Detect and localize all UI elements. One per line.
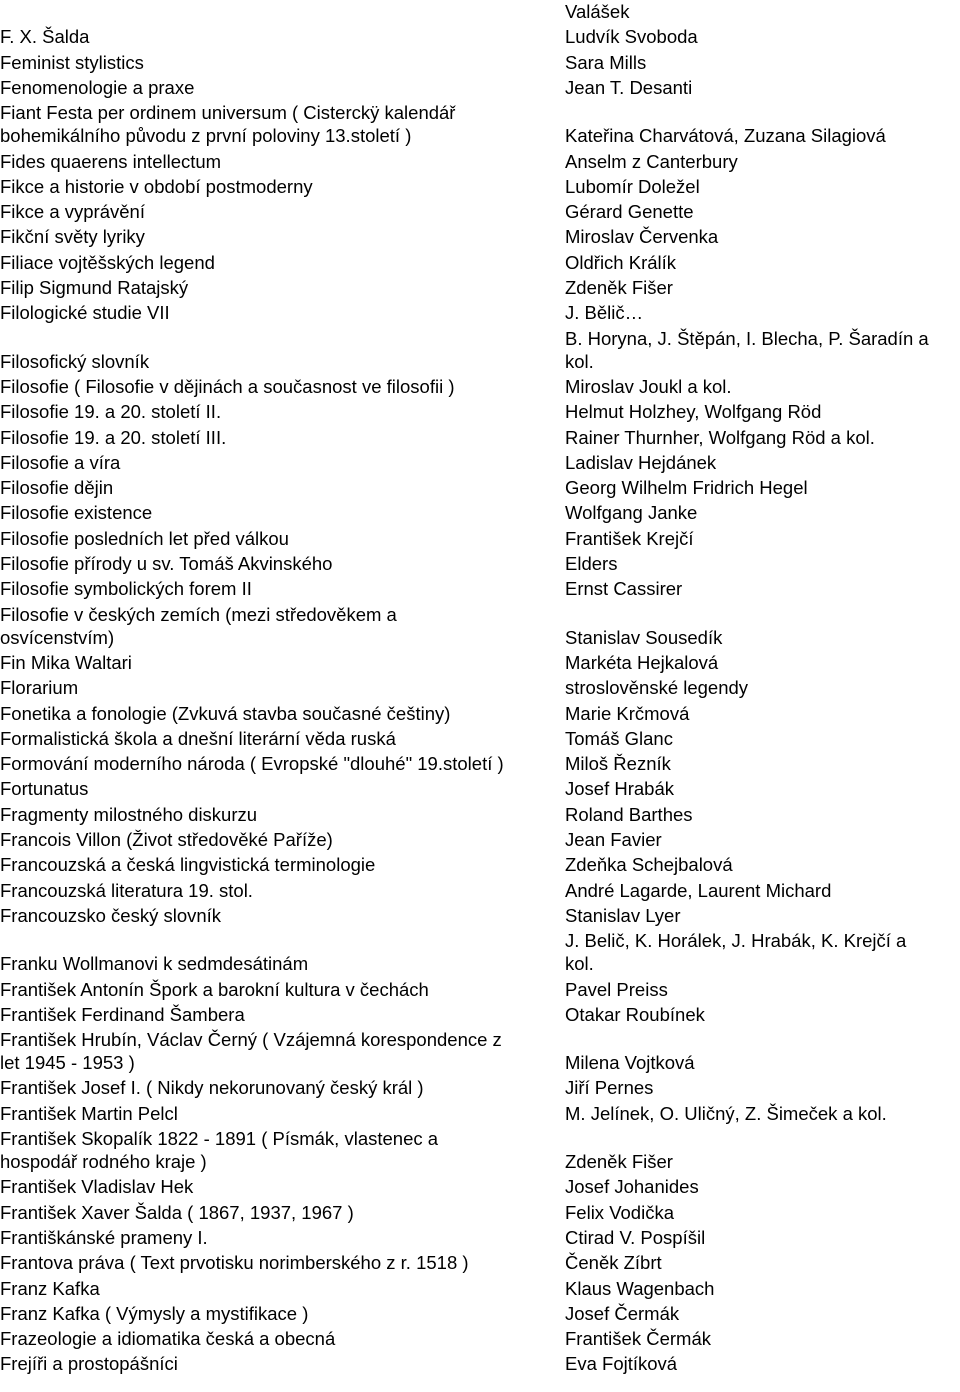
- book-author: [565, 879, 831, 902]
- book-author: [565, 727, 673, 750]
- title-line: Frantova práva ( Text prvotisku norimberského z r. 1518 ): [0, 1252, 469, 1274]
- book-author: [565, 501, 697, 524]
- author-line: M. Jelínek, O. Uličný, Z. Šimeček a kol.: [565, 1102, 887, 1124]
- title-line: Florarium: [0, 677, 79, 699]
- author-line: Helmut Holzhey, Wolfgang Röd: [565, 401, 822, 423]
- book-title: [0, 1226, 208, 1249]
- book-author: [565, 25, 698, 48]
- author-line: Čeněk Zíbrt: [565, 1252, 662, 1274]
- author-line: Sara Mills: [565, 51, 647, 73]
- author-line: kol.: [565, 953, 594, 975]
- book-author: [565, 552, 617, 575]
- book-author: [565, 327, 929, 373]
- author-line: J. Bělič…: [565, 302, 644, 324]
- title-line: Feminist stylistics: [0, 51, 144, 73]
- author-line: Stanislav Lyer: [565, 904, 681, 926]
- book-title: [0, 1251, 469, 1274]
- author-line: Roland Barthes: [565, 803, 693, 825]
- book-author: [565, 904, 681, 927]
- title-line: let 1945 - 1953 ): [0, 1052, 135, 1074]
- title-line: František Skopalík 1822 - 1891 ( Písmák, vlastenec a: [0, 1128, 439, 1149]
- author-line: André Lagarde, Laurent Michard: [565, 879, 832, 901]
- title-line: František Vladislav Hek: [0, 1176, 194, 1198]
- title-line: František Josef I. ( Nikdy nekorunovaný český král ): [0, 1077, 424, 1099]
- title-line: Fiant Festa per ordinem universum ( Cisterckÿ kalendář: [0, 102, 456, 124]
- book-title: [0, 727, 396, 750]
- book-title: [0, 451, 120, 474]
- title-line: Filip Sigmund Ratajský: [0, 277, 189, 298]
- book-author: [565, 803, 693, 826]
- author-line: Elders: [565, 553, 618, 574]
- book-title: [0, 828, 333, 851]
- book-title: [0, 1327, 335, 1350]
- author-line: František Krejčí: [565, 527, 694, 549]
- title-line: Fikční světy lyriky: [0, 226, 145, 248]
- title-line: Filosofie a víra: [0, 451, 121, 473]
- book-author: [565, 175, 700, 198]
- title-line: Filosofie 19. a 20. století III.: [0, 426, 227, 448]
- author-line: Valášek: [565, 1, 630, 22]
- title-line: Fin Mika Waltari: [0, 651, 132, 673]
- book-author: [565, 1201, 674, 1224]
- title-line: František Antonín Špork a barokní kultura v čechách: [0, 978, 429, 1000]
- book-title: [0, 1127, 438, 1173]
- book-author: [565, 251, 676, 274]
- book-title: [0, 301, 170, 324]
- title-line: Filosofie symbolických forem II: [0, 578, 252, 600]
- book-title: [0, 400, 221, 423]
- book-author: [565, 651, 718, 674]
- title-line: Fortunatus: [0, 778, 89, 800]
- author-line: Pavel Preiss: [565, 978, 668, 1000]
- title-line: Franz Kafka: [0, 1277, 100, 1299]
- book-title: [0, 1175, 193, 1198]
- book-author: [565, 577, 682, 600]
- book-author: [565, 1302, 679, 1325]
- book-title: [0, 651, 132, 674]
- author-line: Wolfgang Janke: [565, 502, 698, 524]
- author-line: Ladislav Hejdánek: [565, 451, 717, 473]
- book-title: [0, 150, 221, 173]
- book-author: [565, 400, 821, 423]
- author-line: Lubomír Doležel: [565, 175, 700, 197]
- title-line: František Hrubín, Václav Černý ( Vzájemná korespondence z: [0, 1029, 502, 1051]
- book-title: [0, 426, 226, 449]
- title-line: Filosofie přírody u sv. Tomáš Akvinského: [0, 553, 333, 574]
- author-line: Milena Vojtková: [565, 1052, 695, 1074]
- book-title: [0, 577, 252, 600]
- title-line: Filosofie dějin: [0, 477, 114, 499]
- book-author: [565, 1102, 887, 1125]
- author-line: Tomáš Glanc: [565, 727, 673, 749]
- book-author: [565, 853, 733, 876]
- book-title: [0, 676, 78, 699]
- book-title: [0, 879, 253, 902]
- book-author: [565, 752, 671, 775]
- book-author: [565, 426, 875, 449]
- author-line: Zdeněk Fišer: [565, 277, 673, 298]
- book-title: [0, 225, 145, 248]
- title-line: Francouzsko český slovník: [0, 904, 222, 926]
- book-author: [565, 375, 732, 398]
- title-line: Fides quaerens intellectum: [0, 150, 222, 172]
- author-line: Marie Krčmová: [565, 702, 690, 724]
- author-line: Zdeněk Fišer: [565, 1151, 673, 1172]
- title-line: hospodář rodného kraje ): [0, 1151, 207, 1172]
- title-line: Formalistická škola a dnešní literární věda ruská: [0, 727, 396, 749]
- book-author: [565, 1150, 673, 1173]
- author-line: Georg Wilhelm Fridrich Hegel: [565, 477, 808, 499]
- author-line: Josef Hrabák: [565, 778, 674, 800]
- title-line: Františkánské prameny I.: [0, 1226, 208, 1248]
- author-line: Markéta Hejkalová: [565, 651, 719, 673]
- author-line: Miroslav Joukl a kol.: [565, 375, 732, 397]
- book-author: [565, 702, 689, 725]
- book-author: [565, 301, 643, 324]
- title-line: Franz Kafka ( Výmysly a mystifikace ): [0, 1302, 309, 1324]
- book-title: [0, 1201, 354, 1224]
- book-author: [565, 527, 694, 550]
- book-title: [0, 276, 188, 299]
- book-author: [565, 276, 673, 299]
- author-line: Miloš Řezník: [565, 753, 671, 775]
- book-author: [565, 451, 716, 474]
- book-author: [565, 1226, 705, 1249]
- author-line: kol.: [565, 350, 594, 372]
- book-author: [565, 828, 662, 851]
- title-line: osvícenstvím): [0, 626, 115, 648]
- book-author: [565, 0, 629, 23]
- author-line: Miroslav Červenka: [565, 226, 719, 248]
- book-title: [0, 952, 308, 975]
- title-line: Fikce a historie v období postmoderny: [0, 175, 313, 197]
- title-line: Fenomenologie a praxe: [0, 76, 195, 98]
- author-line: Gérard Genette: [565, 201, 694, 223]
- book-title: [0, 1277, 100, 1300]
- book-title: [0, 1003, 245, 1026]
- author-line: J. Belič, K. Horálek, J. Hrabák, K. Krejčí a: [565, 930, 907, 952]
- author-line: Felix Vodička: [565, 1201, 674, 1223]
- book-author: [565, 476, 808, 499]
- title-line: František Xaver Šalda ( 1867, 1937, 1967 ): [0, 1201, 354, 1223]
- author-line: Kateřina Charvátová, Zuzana Silagiová: [565, 125, 886, 147]
- book-author: [565, 1352, 677, 1375]
- title-line: Francouzská literatura 19. stol.: [0, 879, 253, 901]
- book-title: [0, 552, 332, 575]
- author-line: Ludvík Svoboda: [565, 26, 698, 48]
- book-author: [565, 1327, 711, 1350]
- title-line: František Martin Pelcl: [0, 1102, 178, 1124]
- book-title: [0, 501, 152, 524]
- book-title: [0, 752, 504, 775]
- title-line: Francouzská a česká lingvistická terminologie: [0, 854, 376, 876]
- book-title: [0, 101, 455, 147]
- author-line: Jiří Pernes: [565, 1077, 654, 1099]
- book-author: [565, 1003, 705, 1026]
- book-author: [565, 1175, 699, 1198]
- author-line: Klaus Wagenbach: [565, 1277, 715, 1299]
- book-title: [0, 251, 215, 274]
- book-author: [565, 1051, 695, 1074]
- book-author: [565, 76, 692, 99]
- book-author: [565, 777, 674, 800]
- book-title: [0, 175, 313, 198]
- author-line: Oldřich Králík: [565, 251, 677, 273]
- title-line: Filosofie posledních let před válkou: [0, 527, 289, 549]
- book-title: [0, 803, 257, 826]
- book-author: [565, 124, 886, 147]
- book-title: [0, 375, 454, 398]
- title-line: Filologické studie VII: [0, 302, 170, 324]
- author-line: Ernst Cassirer: [565, 578, 683, 600]
- book-title: [0, 978, 429, 1001]
- book-title: [0, 1352, 178, 1375]
- book-author: [565, 626, 722, 649]
- author-line: Eva Fojtíková: [565, 1353, 678, 1375]
- book-title: [0, 1102, 178, 1125]
- author-line: Zdeňka Schejbalová: [565, 854, 733, 876]
- title-line: Filosofie v českých zemích (mezi středověkem a: [0, 603, 397, 625]
- author-line: Rainer Thurnher, Wolfgang Röd a kol.: [565, 426, 875, 448]
- book-title: [0, 200, 145, 223]
- title-line: František Ferdinand Šambera: [0, 1003, 245, 1025]
- book-title: [0, 1028, 502, 1074]
- book-author: [565, 929, 906, 975]
- author-line: František Čermák: [565, 1328, 711, 1350]
- book-title: [0, 603, 397, 649]
- author-line: stroslověnské legendy: [565, 677, 749, 699]
- book-title: [0, 1302, 308, 1325]
- author-line: Josef Johanides: [565, 1176, 699, 1198]
- author-line: Jean Favier: [565, 829, 662, 850]
- book-author: [565, 51, 646, 74]
- book-author: [565, 225, 718, 248]
- title-line: Fragmenty milostného diskurzu: [0, 803, 258, 825]
- book-title: [0, 702, 450, 725]
- book-title: [0, 1076, 424, 1099]
- title-line: F. X. Šalda: [0, 26, 90, 48]
- title-line: Filosofický slovník: [0, 350, 150, 372]
- book-author: [565, 200, 694, 223]
- title-line: Franku Wollmanovi k sedmdesátinám: [0, 953, 309, 975]
- book-author: [565, 1076, 653, 1099]
- book-title: [0, 777, 88, 800]
- author-line: Anselm z Canterbury: [565, 150, 738, 172]
- title-line: Filosofie existence: [0, 502, 153, 524]
- title-line: Francois Villon (Život středověké Paříže): [0, 829, 333, 850]
- title-line: Filosofie 19. a 20. století II.: [0, 401, 222, 423]
- title-line: Formování moderního národa ( Evropské "dlouhé" 19.století ): [0, 753, 504, 775]
- book-title: [0, 476, 113, 499]
- book-title: [0, 25, 89, 48]
- author-line: Stanislav Sousedík: [565, 626, 723, 648]
- author-line: Josef Čermák: [565, 1302, 680, 1324]
- title-line: Fonetika a fonologie (Zvkuvá stavba současné češtiny): [0, 702, 451, 724]
- title-line: Frazeologie a idiomatika česká a obecná: [0, 1328, 336, 1350]
- author-line: Jean T. Desanti: [565, 76, 693, 98]
- author-line: Otakar Roubínek: [565, 1003, 705, 1025]
- book-author: [565, 1251, 662, 1274]
- book-title: [0, 904, 221, 927]
- book-title: [0, 51, 144, 74]
- title-line: Filiace vojtěšských legend: [0, 251, 215, 273]
- book-author: [565, 978, 668, 1001]
- book-title: [0, 853, 375, 876]
- title-line: bohemikálního původu z první poloviny 13.století ): [0, 125, 412, 147]
- book-title: [0, 76, 194, 99]
- book-title: [0, 527, 289, 550]
- book-author: [565, 150, 738, 173]
- book-author: [565, 676, 748, 699]
- author-line: Ctirad V. Pospíšil: [565, 1226, 706, 1248]
- book-author: [565, 1277, 714, 1300]
- book-title: [0, 350, 149, 373]
- title-line: Filosofie ( Filosofie v dějinách a současnost ve filosofii ): [0, 375, 455, 397]
- author-line: B. Horyna, J. Štěpán, I. Blecha, P. Šaradín a: [565, 327, 929, 349]
- title-line: Fikce a vyprávění: [0, 201, 145, 223]
- title-line: Frejíři a prostopášníci: [0, 1353, 178, 1375]
